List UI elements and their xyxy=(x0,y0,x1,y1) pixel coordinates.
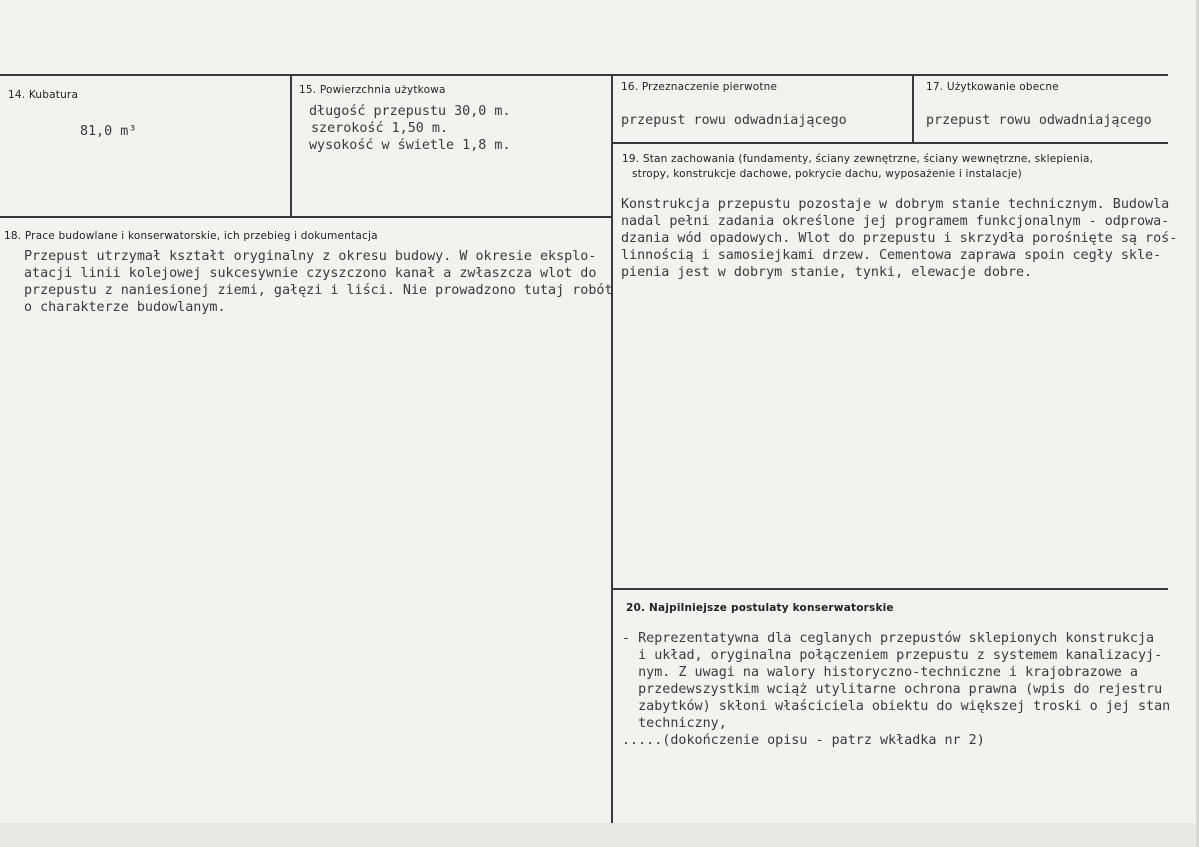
field-19-line: nadal pełni zadania określone jej programem funkcjonalnym - odprowa- xyxy=(621,214,1170,229)
field-20-value xyxy=(622,630,1170,749)
field-20-line: .....(dokończenie opisu - patrz wkładka nr 2) xyxy=(622,733,985,748)
field-18-label: 18. Prace budowlane i konserwatorskie, ich przebieg i dokumentacja xyxy=(4,230,378,242)
field-19-label-line1: 19. Stan zachowania (fundamenty, ściany zewnętrzne, ściany wewnętrzne, sklepienia, xyxy=(622,153,1094,165)
vertical-rule-14-15 xyxy=(290,76,292,216)
vertical-rule-center xyxy=(611,74,613,824)
top-rule xyxy=(0,74,1168,76)
field-18-line: o charakterze budowlanym. xyxy=(24,300,226,315)
field-20-label: 20. Najpilniejsze postulaty konserwatorskie xyxy=(626,602,894,614)
field-19-line: dzania wód opadowych. Wlot do przepustu i skrzydła porośnięte są roś- xyxy=(621,231,1178,246)
field-17-label: 17. Użytkowanie obecne xyxy=(926,81,1059,93)
rule-below-16-17 xyxy=(613,142,1168,144)
field-16-value: przepust rowu odwadniającego xyxy=(621,113,847,128)
field-15-line: długość przepustu 30,0 m. xyxy=(309,104,511,119)
field-19-line: Konstrukcja przepustu pozostaje w dobrym stanie technicznym. Budowla xyxy=(621,197,1170,212)
field-15-value xyxy=(309,103,511,154)
field-16-label: 16. Przeznaczenie pierwotne xyxy=(621,81,778,93)
field-20-line: techniczny, xyxy=(622,716,727,731)
field-19-line: pienia jest w dobrym stanie, tynki, elewacje dobre. xyxy=(621,265,1033,280)
field-18-line: Przepust utrzymał kształt oryginalny z okresu budowy. W okresie eksplo- xyxy=(24,249,597,264)
field-15-label: 15. Powierzchnia użytkowa xyxy=(299,84,446,96)
field-14-label: 14. Kubatura xyxy=(8,89,79,101)
field-15-line: szerokość 1,50 m. xyxy=(311,121,449,136)
field-20-line: nym. Z uwagi na walory historyczno-techniczne i krajobrazowe a xyxy=(622,665,1138,680)
rule-above-20 xyxy=(613,588,1168,590)
field-20-line: i układ, oryginalna połączeniem przepustu z systemem kanalizacyj- xyxy=(622,648,1163,663)
field-19-label-line2: stropy, konstrukcje dachowe, pokrycie dachu, wyposażenie i instalacje) xyxy=(632,168,1022,180)
field-20-line: przedewszystkim wciąż utylitarne ochrona prawna (wpis do rejestru xyxy=(622,682,1163,697)
field-17-value: przepust rowu odwadniającego xyxy=(926,113,1152,128)
vertical-rule-16-17 xyxy=(912,74,914,142)
field-15-line: wysokość w świetle 1,8 m. xyxy=(309,138,511,153)
field-18-line: atacji linii kolejowej sukcesywnie czyszczono kanał a zwłaszcza wlot do xyxy=(24,266,597,281)
rule-below-14-15 xyxy=(0,216,613,218)
scan-edge xyxy=(0,823,1199,847)
field-19-value xyxy=(621,196,1177,281)
field-18-value xyxy=(24,248,613,316)
field-14-value: 81,0 m³ xyxy=(80,124,137,139)
field-20-line: zabytków) skłoni właściciela obiektu do większej troski o jej stan xyxy=(622,699,1171,714)
field-19-line: linnością i samosiejkami drzew. Cementowa zaprawa spoin cegły skle- xyxy=(621,248,1162,263)
field-20-line: - Reprezentatywna dla ceglanych przepustów sklepionych konstrukcja xyxy=(622,631,1155,646)
field-18-line: przepustu z naniesionej ziemi, gałęzi i liści. Nie prowadzono tutaj robót xyxy=(24,283,613,298)
